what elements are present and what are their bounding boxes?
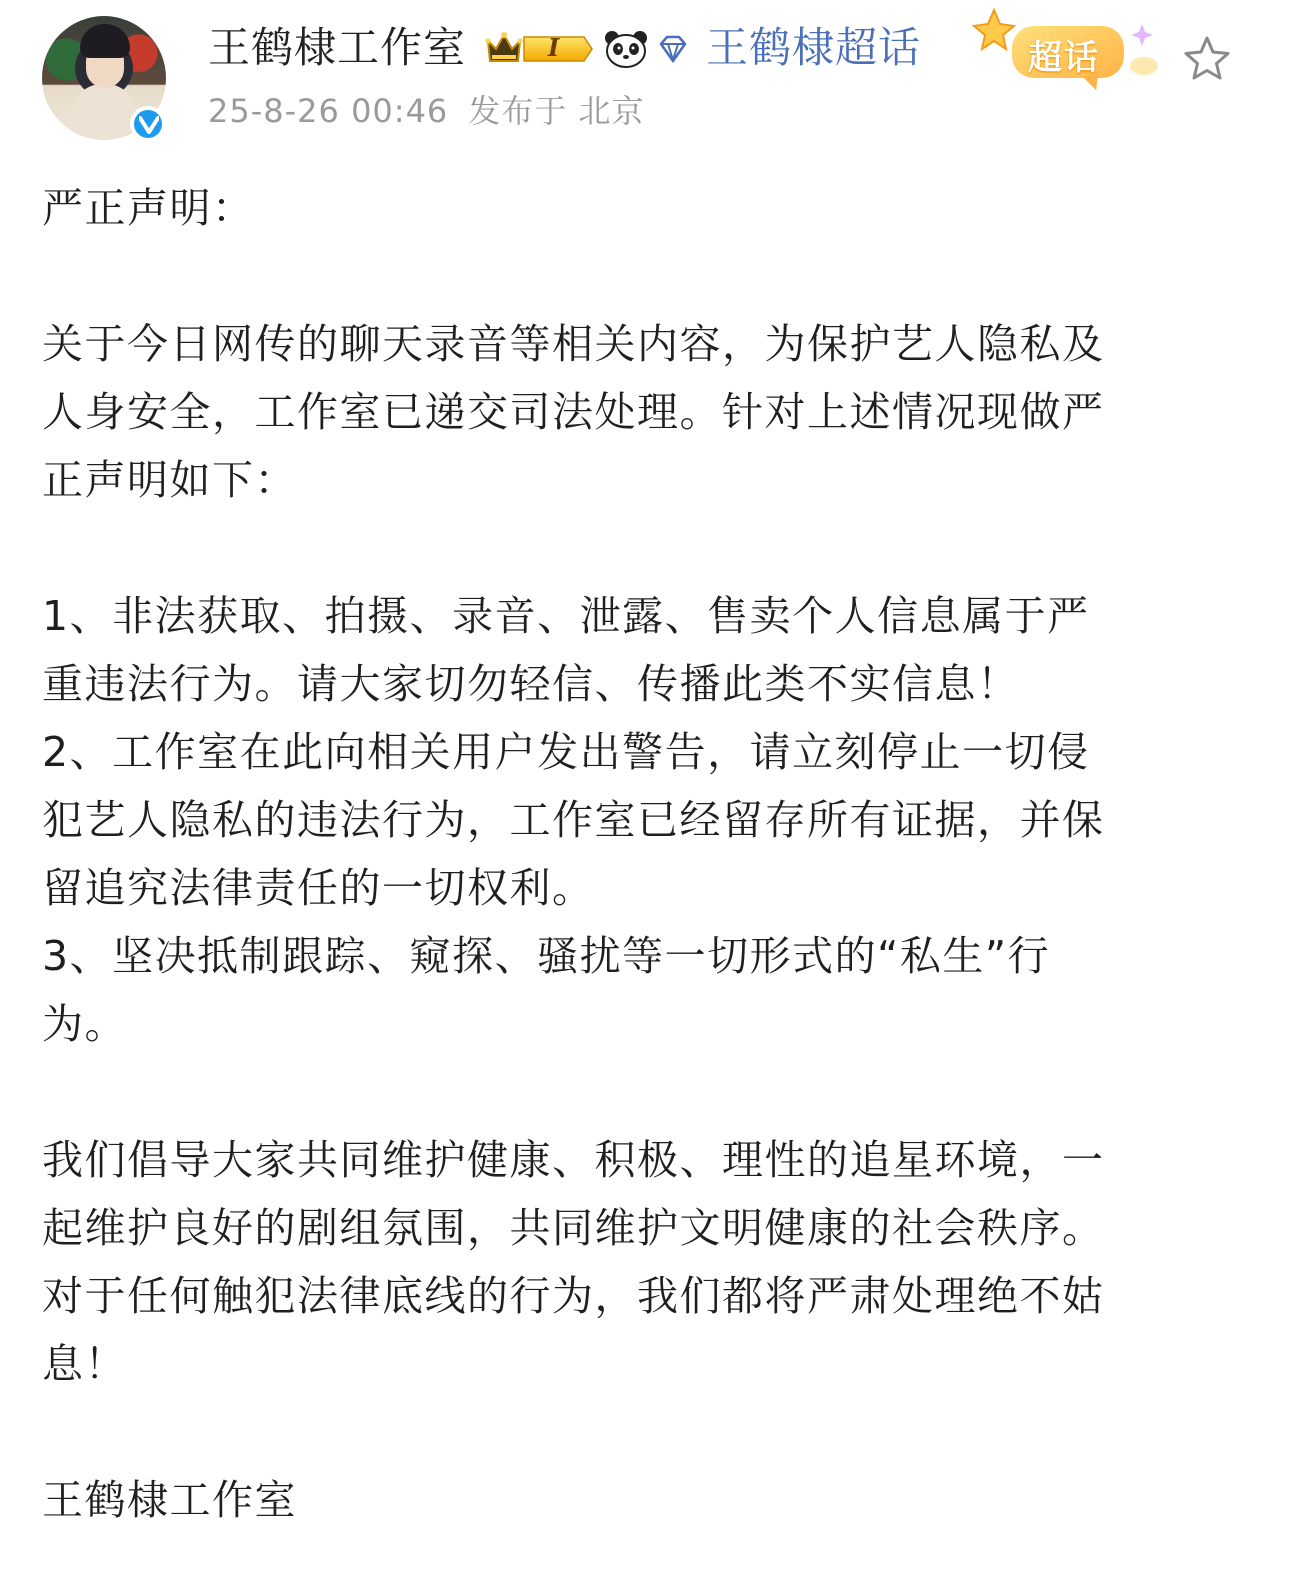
- avatar-hair: [80, 24, 130, 58]
- body-line: 对于任何触犯法律底线的行为，我们都将严肃处理绝不姑: [42, 1272, 1105, 1320]
- signature: 王鹤棣工作室: [42, 1476, 297, 1524]
- author-name[interactable]: 王鹤棣工作室: [208, 23, 467, 72]
- post-meta: [208, 90, 664, 132]
- statement-heading: 严正声明：: [42, 184, 255, 232]
- body-line: 我们倡导大家共同维护健康、积极、理性的追星环境，一: [42, 1136, 1105, 1184]
- badge-row: [484, 28, 690, 70]
- post-timestamp: 25-8-26 00:46: [208, 92, 449, 130]
- avatar-figure: [72, 84, 136, 140]
- post-location: 发布于 北京: [468, 92, 645, 130]
- body-line: 重违法行为。请大家切勿轻信、传播此类不实信息！: [42, 660, 1020, 708]
- body-line: 人身安全，工作室已递交司法处理。针对上述情况现做严: [42, 388, 1105, 436]
- supertopic-badge-icon[interactable]: [972, 4, 1172, 94]
- body-line: 2、工作室在此向相关用户发出警告，请立刻停止一切侵: [42, 728, 1090, 776]
- body-line: 为。: [42, 1000, 127, 1048]
- crown-badge-level: I: [548, 33, 560, 62]
- body-line: 关于今日网传的聊天录音等相关内容，为保护艺人隐私及: [42, 320, 1105, 368]
- diamond-icon[interactable]: [656, 32, 690, 66]
- supertopic-link[interactable]: 王鹤棣超话: [706, 23, 922, 72]
- verified-icon: [130, 106, 166, 142]
- body-line: 3、坚决抵制跟踪、窥探、骚扰等一切形式的“私生”行: [42, 932, 1051, 980]
- body-line: 留追究法律责任的一切权利。: [42, 864, 595, 912]
- star-icon[interactable]: [1182, 34, 1232, 84]
- post-header: [0, 0, 1290, 150]
- body-line: 犯艺人隐私的违法行为，工作室已经留存所有证据，并保: [42, 796, 1105, 844]
- crown-badge-icon[interactable]: [484, 29, 594, 69]
- body-line: 正声明如下：: [42, 456, 297, 504]
- supertopic-badge-text: 超话: [1028, 38, 1100, 78]
- panda-icon[interactable]: [604, 29, 648, 69]
- body-line: 1、非法获取、拍摄、录音、泄露、售卖个人信息属于严: [42, 592, 1090, 640]
- body-line: 息！: [42, 1340, 127, 1388]
- body-line: 起维护良好的剧组氛围，共同维护文明健康的社会秩序。: [42, 1204, 1105, 1252]
